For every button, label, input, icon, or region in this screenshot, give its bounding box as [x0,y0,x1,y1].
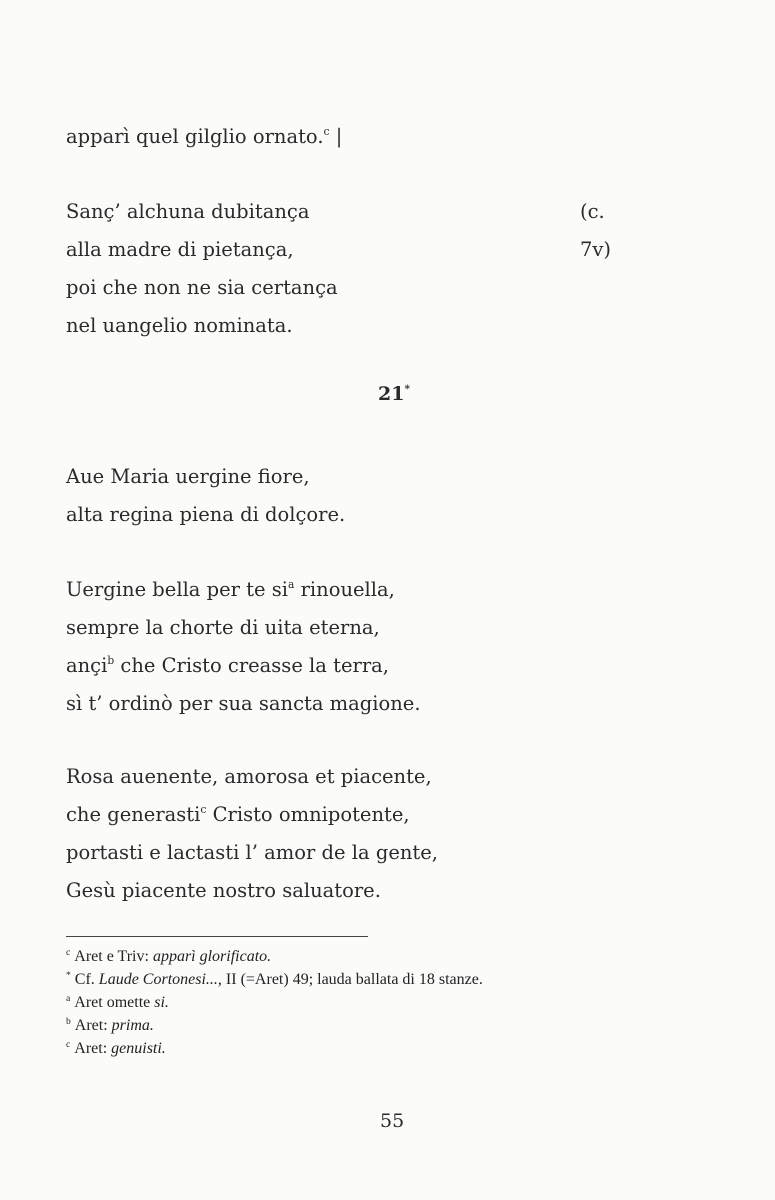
folio-reference: (c. 7v) [580,200,612,261]
poem-number: 21* [378,383,410,405]
stanza-closing [66,193,612,345]
verse-line: Sanç’ alchuna dubitança [66,200,310,223]
verse-line: poi che non ne sia certança [66,276,338,299]
footnote: $^c$ Aret: genuisti. [66,1038,166,1057]
footnote-ref: c [200,802,207,816]
page-number: 55 [380,1110,405,1132]
verse-line: sì t’ ordinò per sua sancta magione. [66,692,421,715]
verse-line: alta regina piena di dolçore. [66,503,346,526]
footnote: * Cf. Laude Cortonesi..., II (=Aret) 49; lauda ballata di 18 stanze. [66,969,483,988]
verse-line: apparì quel gilglio ornato.$^c$ | [66,124,343,148]
stanza [66,571,546,723]
footnote-ref: a [288,577,295,591]
footnote: $^a$ Aret omette si. [66,992,169,1011]
footnote-ref: c [323,124,330,138]
verse-line: sempre la chorte di uita eterna, [66,616,380,639]
verse-line: Gesù piacente nostro saluatore. [66,879,381,902]
verse-line: ançi$^b$ che Cristo creasse la terra, [66,653,389,677]
footnote-divider [66,936,368,937]
verse-line: Rosa auenente, amorosa et piacente, [66,765,432,788]
verse-line: alla madre di pietança, [66,238,294,261]
continued-verse [66,118,546,156]
verse-line: che generasti$^c$ Cristo omnipotente, [66,802,410,826]
verse-line: Uergine bella per te $si^a$ rinouella, [66,577,395,601]
refrain [66,458,546,534]
footnotes [66,945,483,1060]
verse-line: portasti e lactasti l’ amor de la gente, [66,841,438,864]
verse-line: nel uangelio nominata. [66,314,293,337]
footnote: $^b$ Aret: prima. [66,1015,154,1034]
footnote-ref: b [107,653,115,667]
stanza [66,758,546,910]
footnote: $^c$ Aret e Triv: apparì glorificato. [66,946,272,965]
footnote-ref: * [404,383,410,396]
verse-line: Aue Maria uergine fiore, [66,465,310,488]
